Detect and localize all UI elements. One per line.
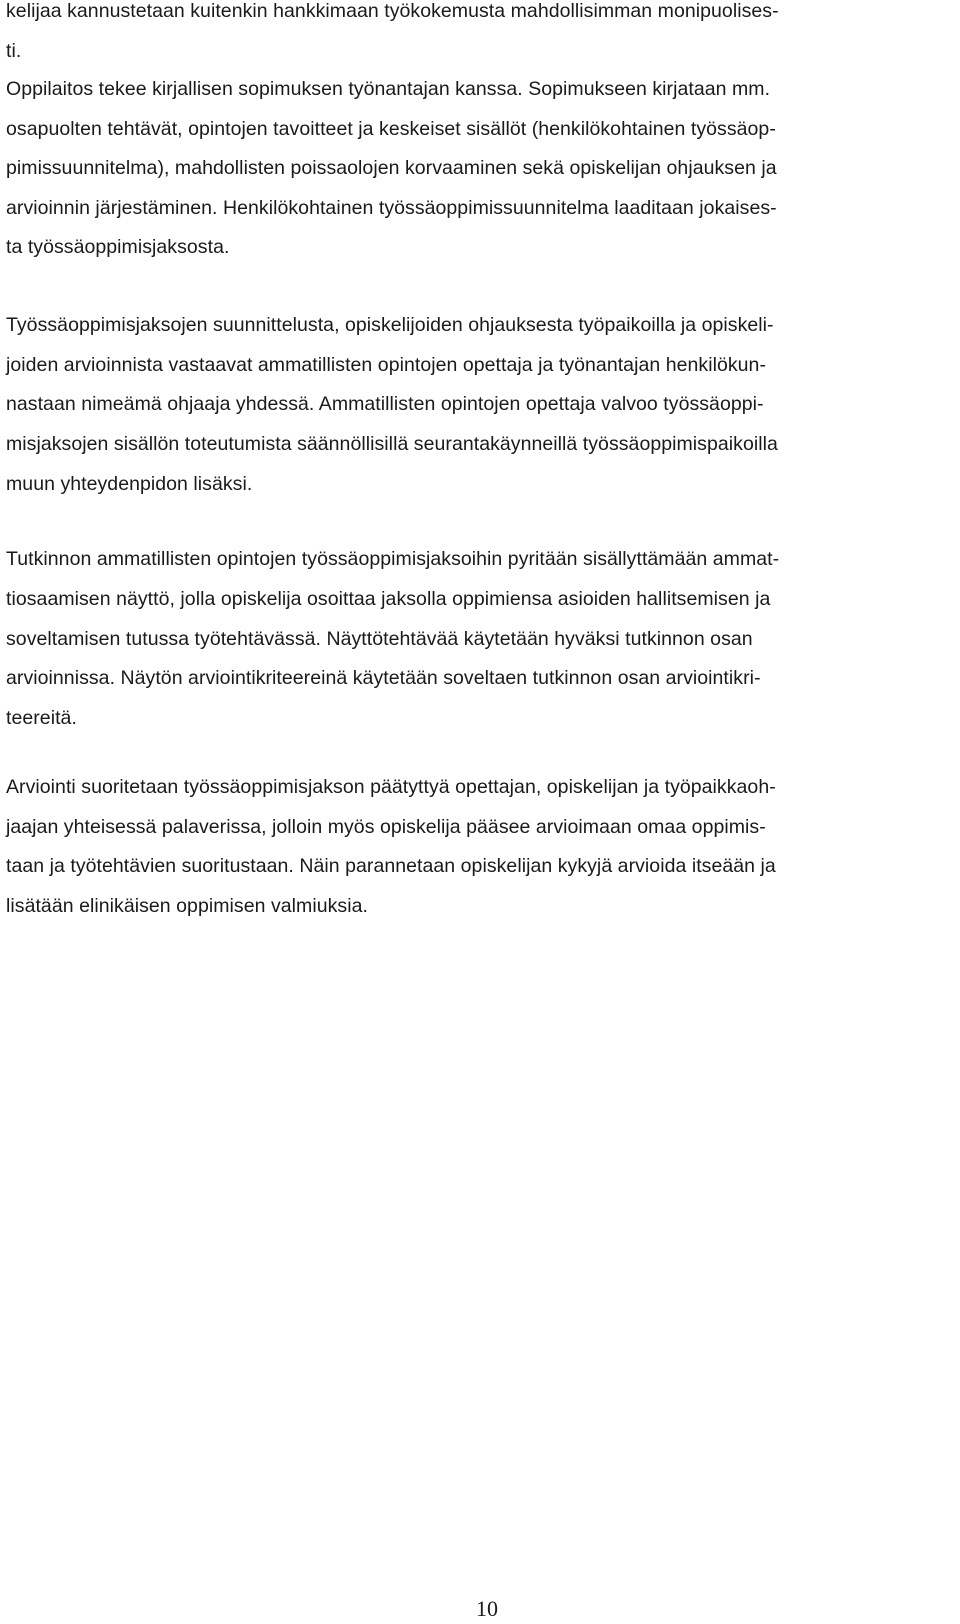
text-line: Arviointi suoritetaan työssäoppimisjakson päätyttyä opettajan, opiskelijan ja työpaikkaoh- <box>6 776 776 798</box>
text-line: joiden arvioinnista vastaavat ammatillisten opintojen opettaja ja työnantajan henkilökun- <box>6 354 766 376</box>
text-line: ti. <box>6 40 22 62</box>
text-line: kelijaa kannustetaan kuitenkin hankkimaan työkokemusta mahdollisimman monipuolises- <box>6 0 779 22</box>
text-line: soveltamisen tutussa työtehtävässä. Näyttötehtävää käytetään hyväksi tutkinnon osan <box>6 628 753 650</box>
text-line: jaajan yhteisessä palaverissa, jolloin myös opiskelija pääsee arvioimaan omaa oppimis- <box>6 816 766 838</box>
text-line: misjaksojen sisällön toteutumista säännöllisillä seurantakäynneillä työssäoppimispaikoilla <box>6 433 778 455</box>
text-line: pimissuunnitelma), mahdollisten poissaolojen korvaaminen sekä opiskelijan ohjauksen ja <box>6 157 777 179</box>
text-line: arvioinnin järjestäminen. Henkilökohtainen työssäoppimissuunnitelma laaditaan jokaises- <box>6 197 777 219</box>
text-line: Oppilaitos tekee kirjallisen sopimuksen työnantajan kanssa. Sopimukseen kirjataan mm. <box>6 78 771 100</box>
text-line: ta työssäoppimisjaksosta. <box>6 236 230 258</box>
text-line: lisätään elinikäisen oppimisen valmiuksia. <box>6 895 368 917</box>
text-line: taan ja työtehtävien suoritustaan. Näin parannetaan opiskelijan kykyjä arvioida itseään ja <box>6 855 776 877</box>
text-line: Tutkinnon ammatillisten opintojen työssäoppimisjaksoihin pyritään sisällyttämään ammat- <box>6 548 780 570</box>
text-line: tiosaamisen näyttö, jolla opiskelija osoittaa jaksolla oppimiensa asioiden hallitsemisen ja <box>6 588 771 610</box>
text-line: osapuolten tehtävät, opintojen tavoitteet ja keskeiset sisällöt (henkilökohtainen työssäop- <box>6 118 776 140</box>
page-number: 10 <box>476 1596 498 1621</box>
text-line: Työssäoppimisjaksojen suunnittelusta, opiskelijoiden ohjauksesta työpaikoilla ja opiskeli- <box>6 314 774 336</box>
text-line: teereitä. <box>6 707 77 729</box>
text-line: arvioinnissa. Näytön arviointikriteereinä käytetään soveltaen tutkinnon osan arviointikri- <box>6 667 761 689</box>
text-line: muun yhteydenpidon lisäksi. <box>6 473 253 495</box>
text-line: nastaan nimeämä ohjaaja yhdessä. Ammatillisten opintojen opettaja valvoo työssäoppi- <box>6 393 764 415</box>
